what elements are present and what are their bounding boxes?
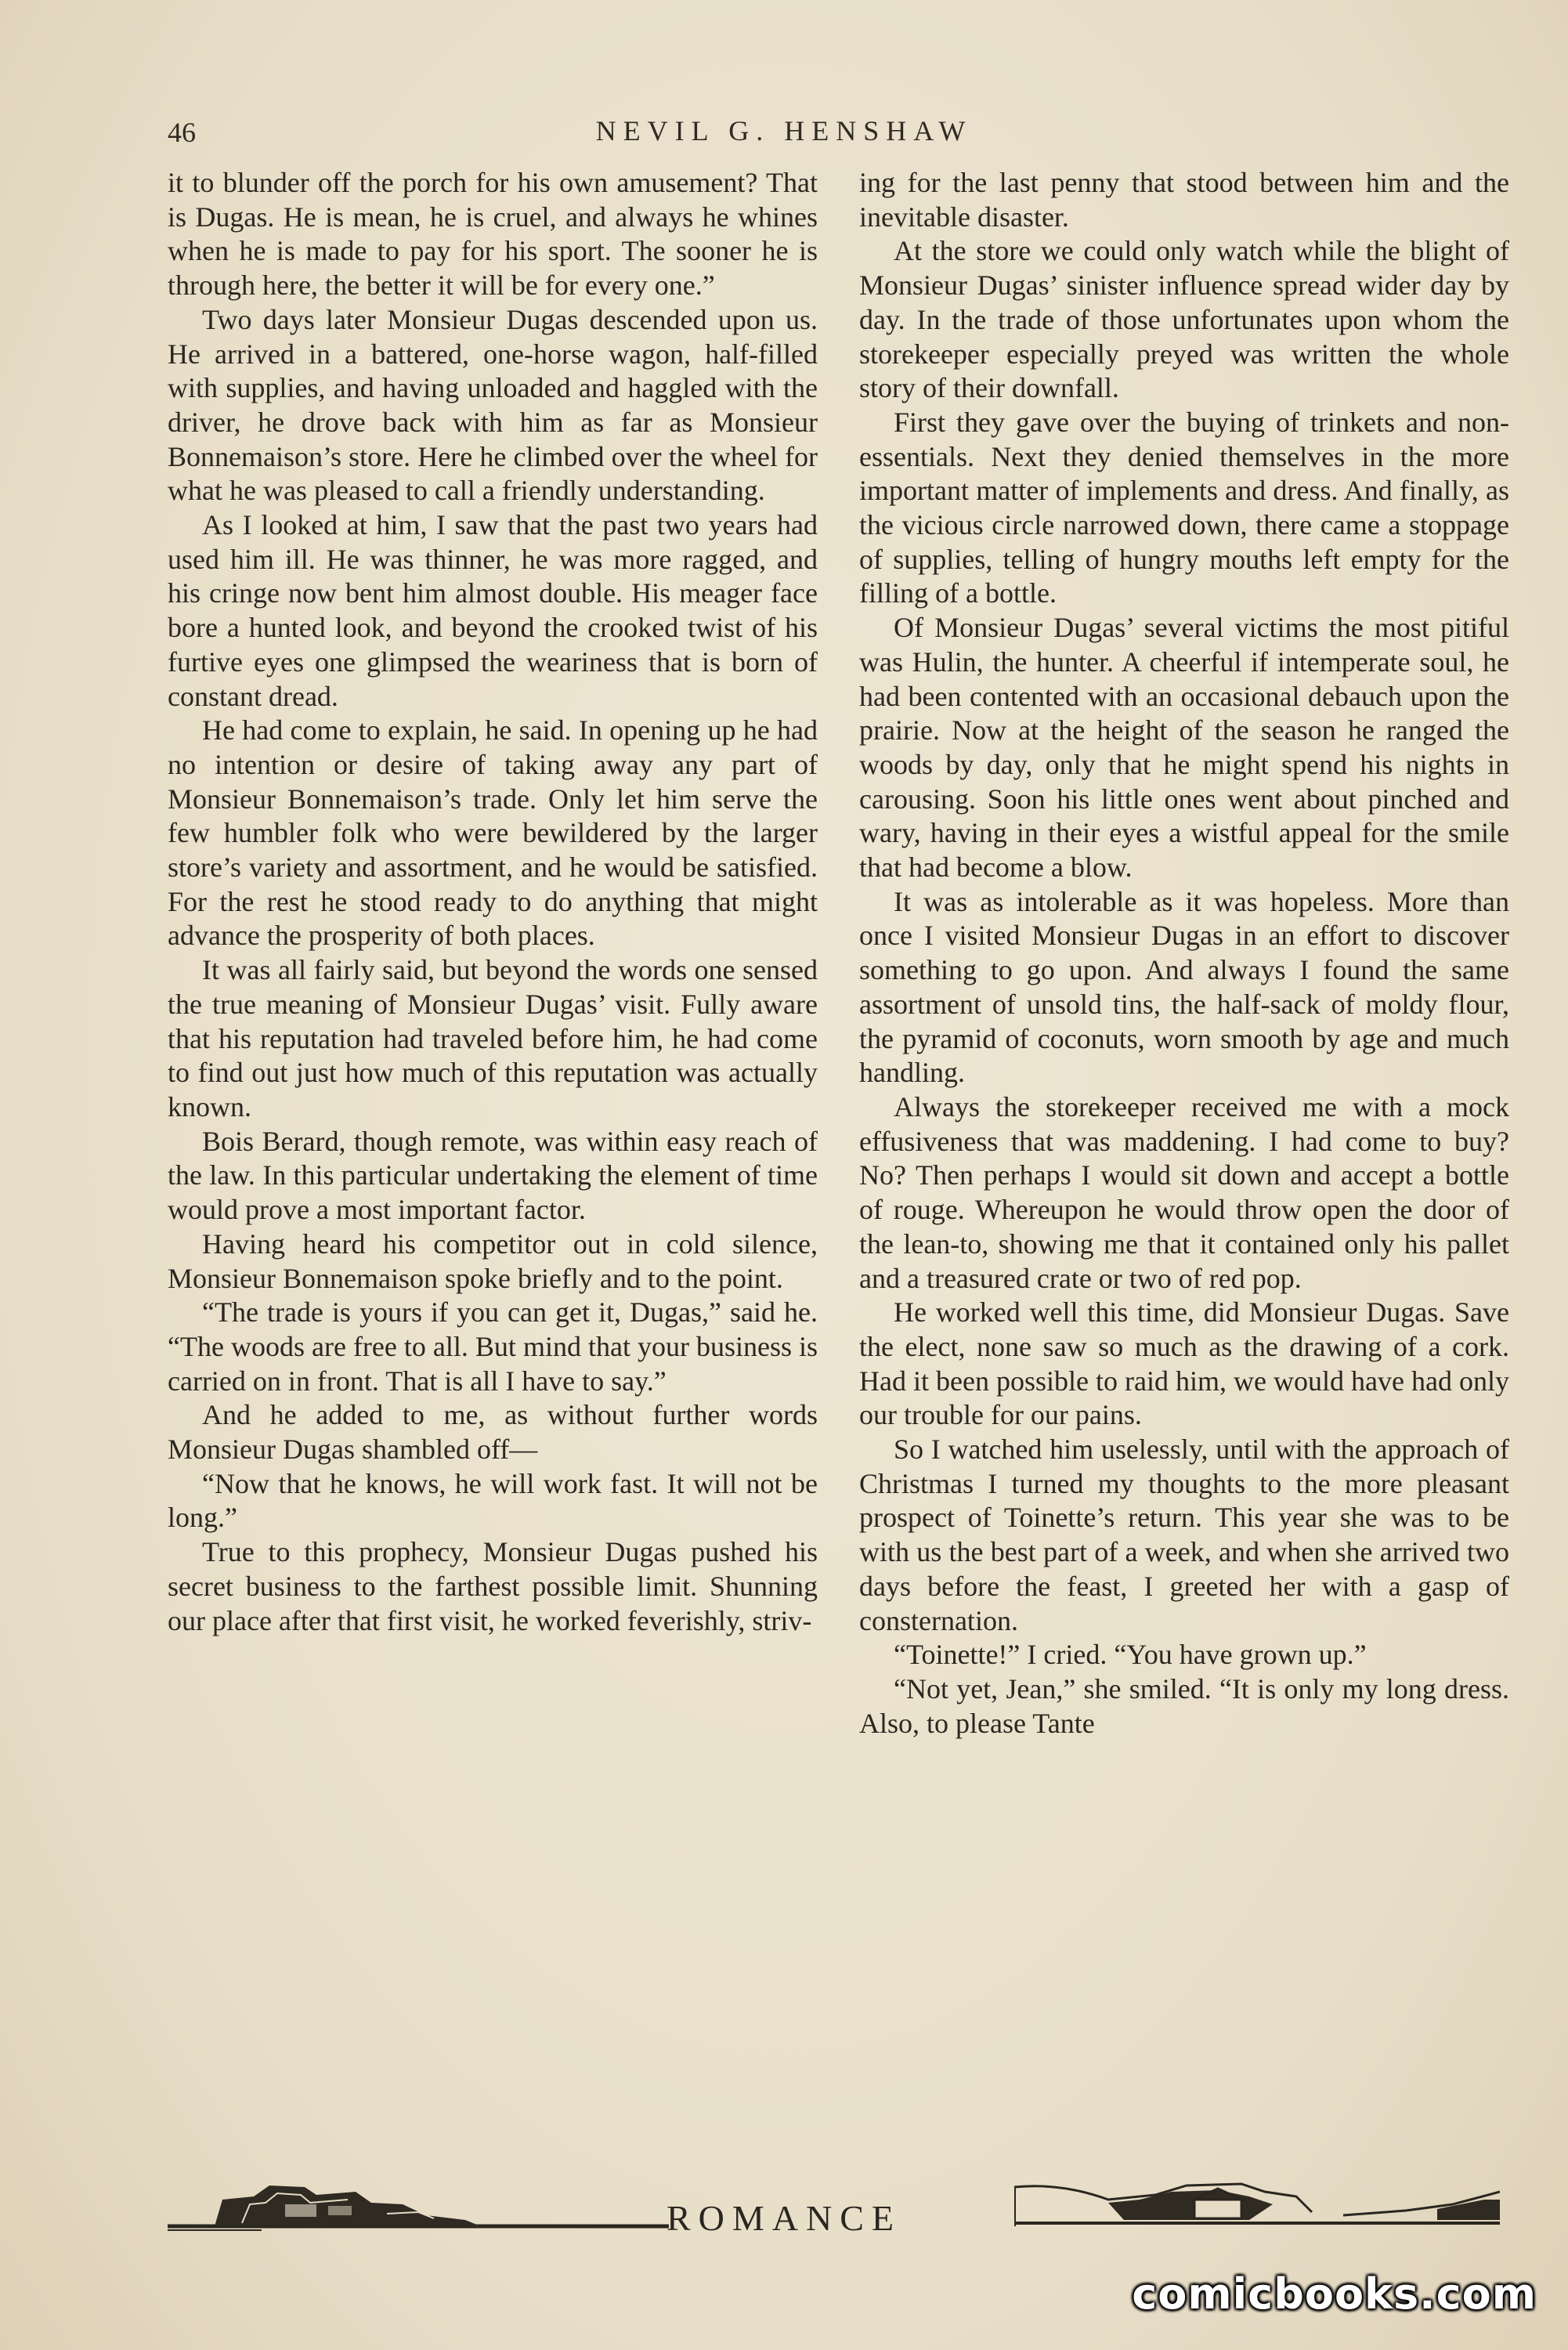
paragraph: It was all fairly said, but beyond the words one sensed the true meaning of Monsieur Dugas’ visit. Fully aware that his reputation had traveled before him, he had come to find out just how much of this reputation was actually known. [168,954,818,1123]
magazine-title: ROMANCE [666,2198,902,2238]
paragraph: Of Monsieur Dugas’ several victims the most pitiful was Hulin, the hunter. A cheerful if intemperate soul, he had been contented with an occasional debauch upon the prairie. Now at the height of the season he ranged the woods by day, only that he might spend his nights in carousing. Soon his little ones went about pinched and wary, having in their eyes a wistful appeal for the smile that had become a blow. [859,612,1509,884]
paragraph: “The trade is yours if you can get it, Dugas,” said he. “The woods are free to all. But mind that your business is carried on in front. That is all I have to say.” [168,1296,818,1397]
paragraph: And he added to me, as without further words Monsieur Dugas shambled off— [168,1399,818,1466]
paragraph: Bois Berard, though remote, was within easy reach of the law. In this particular undertaking the element of time would prove a most important factor. [168,1125,818,1226]
left-column [168,166,818,1638]
paragraph: At the store we could only watch while the blight of Monsieur Dugas’ sinister influence spread wider day by day. In the trade of those unfortunates upon whom the storekeeper especially preyed was written the whole story of their downfall. [859,235,1509,404]
watermark: comicbooks.com [1132,2269,1537,2319]
paragraph: it to blunder off the porch for his own amusement? That is Dugas. He is mean, he is cruel, and always he whines when he is made to pay for his sport. The sooner he is through here, the better it will be for every one.” [168,167,818,302]
paragraph: So I watched him uselessly, until with the approach of Christmas I turned my thoughts to the more pleasant prospect of Toinette’s return. This year she was to be with us the best part of a week, and when she arrived two days before the feast, I greeted her with a gasp of consternation. [859,1434,1509,1636]
paragraph: Always the storekeeper received me with a mock effusiveness that was maddening. I had come to buy? No? Then perhaps I would sit down and accept a bottle of rouge. Whereupon he would throw open the door of the lean-to, showing me that it contained only his pallet and a treasured crate or two of red pop. [859,1090,1509,1294]
paragraph: “Toinette!” I cried. “You have grown up.” [894,1639,1367,1671]
paragraph: As I looked at him, I saw that the past two years had used him ill. He was thinner, he was more ragged, and his cringe now bent him almost double. His meager face bore a hunted look, and beyond the crooked twist of his furtive eyes one glimpsed the weariness that is born of constant dread. [168,509,818,712]
paragraph: Two days later Monsieur Dugas descended upon us. He arrived in a battered, one-horse wagon, half-filled with supplies, and having unloaded and haggled with the driver, he drove back with him as far as Monsieur Bonnemaison’s store. Here he climbed over the wheel for what he was pleased to call a friendly understanding. [168,303,818,507]
paragraph: True to this prophecy, Monsieur Dugas pushed his secret business to the farthest possible limit. Shunning our place after that first visit, he worked feverishly, striv- [168,1536,818,1636]
paragraph: First they gave over the buying of trinkets and non-essentials. Next they denied themselves in the more important matter of implements and dress. And finally, as the vicious circle narrowed down, there came a stoppage of supplies, telling of hungry mouths left empty for the filling of a bottle. [859,406,1509,609]
paragraph: “Not yet, Jean,” she smiled. “It is only my long dress. Also, to please Tante [859,1672,1509,1739]
page-number: 46 [168,117,196,148]
paragraph: “Now that he knows, he will work fast. It will not be long.” [168,1467,818,1534]
paragraph: He worked well this time, did Monsieur Dugas. Save the elect, none saw so much as the drawing of a cork. Had it been possible to raid him, we would have had only our trouble for our pains. [859,1296,1509,1431]
paragraph: Having heard his competitor out in cold silence, Monsieur Bonnemaison spoke briefly and to the point. [168,1227,818,1294]
paragraph: ing for the last penny that stood between him and the inevitable disaster. [859,167,1509,233]
running-head: NEVIL G. HENSHAW [595,115,973,146]
right-column [859,166,1509,1741]
paragraph: He had come to explain, he said. In opening up he had no intention or desire of taking away any part of Monsieur Bonnemaison’s trade. Only let him serve the few humbler folk who were bewildered by the larger store’s variety and assortment, and he would be satisfied. For the rest he stood ready to do anything that might advance the prosperity of both places. [168,714,818,952]
paragraph: It was as intolerable as it was hopeless. More than once I visited Monsieur Dugas in an effort to discover something to go upon. And always I found the same assortment of unsold tins, the half-sack of moldy flour, the pyramid of coconuts, worn smooth by age and much handling. [859,885,1509,1089]
